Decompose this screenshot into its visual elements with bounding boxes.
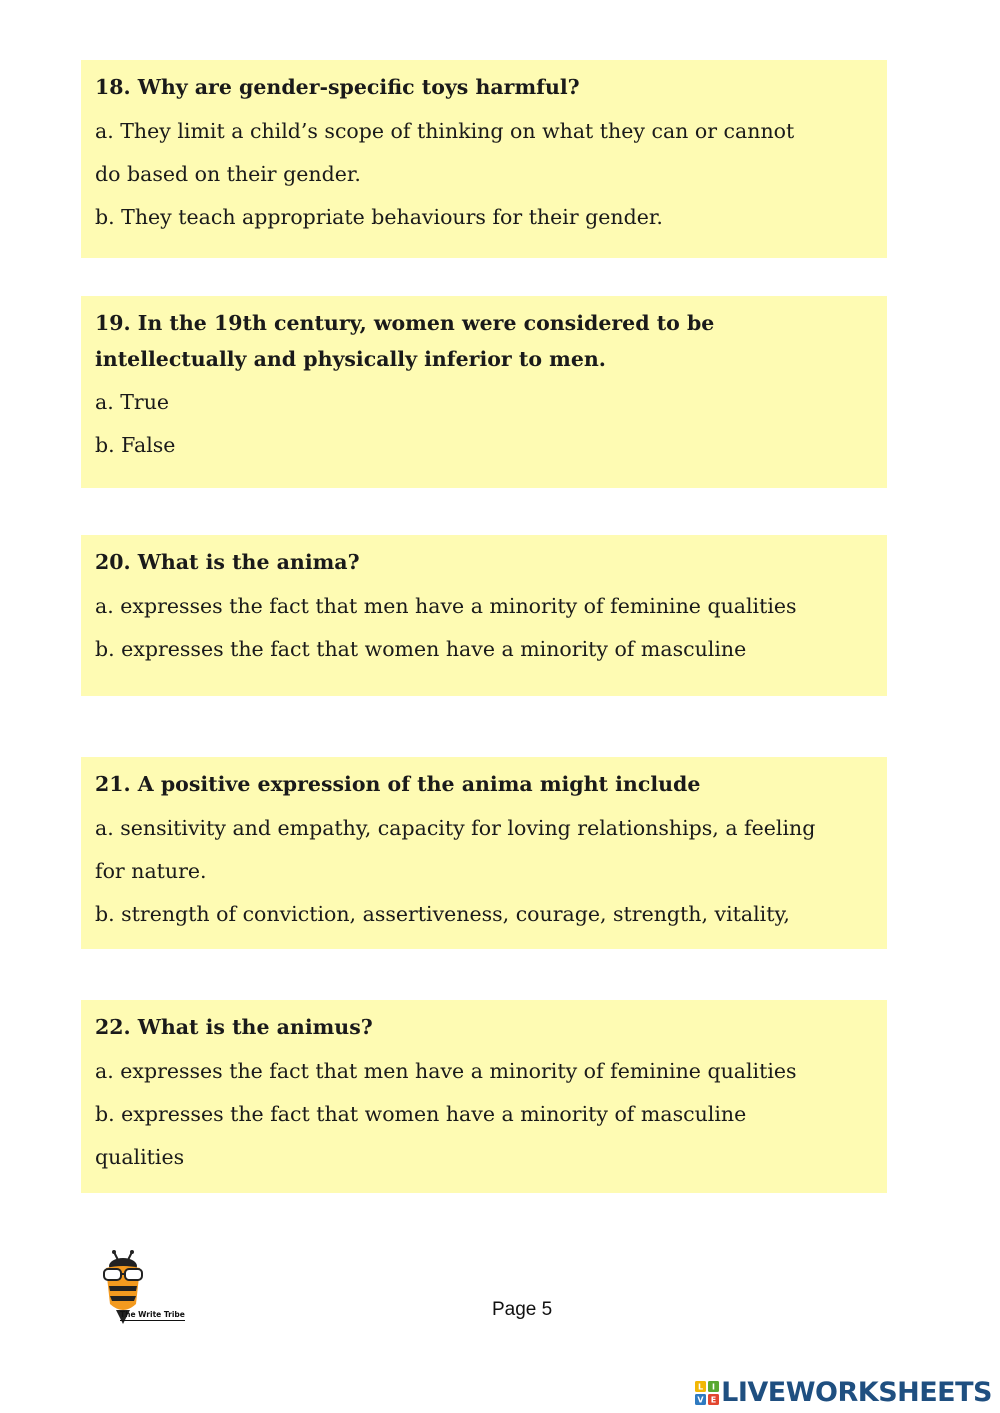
liveworksheets-brand	[695, 1377, 992, 1409]
question-19-box	[81, 296, 887, 488]
logo-text: The Write Tribe	[120, 1310, 185, 1319]
logo-letter-v: V	[697, 1395, 704, 1405]
question-18-box	[81, 60, 887, 258]
question-21-box	[81, 757, 887, 949]
question-22-option-a: a. expresses the fact that men have a minority of feminine qualities	[95, 1059, 797, 1083]
question-22-option-b-line2: qualities	[95, 1145, 185, 1169]
logo-letter-l: L	[698, 1382, 704, 1392]
question-20-option-b: b. expresses the fact that women have a minority of masculine	[95, 637, 747, 661]
question-20-option-a: a. expresses the fact that men have a minority of feminine qualities	[95, 594, 797, 618]
question-21-title: 21. A positive expression of the anima might include	[95, 772, 701, 796]
question-19-title-line2: intellectually and physically inferior to men.	[95, 347, 606, 371]
logo-letter-e: E	[710, 1395, 717, 1405]
liveworksheets-logo-icon	[695, 1381, 719, 1405]
question-19-title-line1: 19. In the 19th century, women were considered to be	[95, 311, 715, 335]
question-18-option-a-line2: do based on their gender.	[95, 162, 361, 186]
logo-letter-i: I	[712, 1382, 716, 1392]
question-21-option-a-line2: for nature.	[95, 859, 207, 883]
question-21-option-b: b. strength of conviction, assertiveness, courage, strength, vitality,	[95, 902, 790, 926]
question-20-box	[81, 535, 887, 696]
question-18-option-b: b. They teach appropriate behaviours for their gender.	[95, 205, 663, 229]
question-21-option-a-line1: a. sensitivity and empathy, capacity for loving relationships, a feeling	[95, 816, 816, 840]
liveworksheets-wordmark[interactable]: LIVEWORKSHEETS	[721, 1377, 992, 1408]
question-18-title: 18. Why are gender-specific toys harmful?	[95, 75, 580, 99]
question-19-option-a: a. True	[95, 390, 170, 414]
question-20-title: 20. What is the anima?	[95, 550, 360, 574]
question-22-box	[81, 1000, 887, 1193]
page-number: Page 5	[492, 1299, 553, 1320]
question-18-option-a-line1: a. They limit a child’s scope of thinking on what they can or cannot	[95, 119, 795, 143]
question-22-title: 22. What is the animus?	[95, 1015, 373, 1039]
question-22-option-b-line1: b. expresses the fact that women have a minority of masculine	[95, 1102, 747, 1126]
write-tribe-logo	[98, 1250, 208, 1328]
question-19-option-b: b. False	[95, 433, 176, 457]
